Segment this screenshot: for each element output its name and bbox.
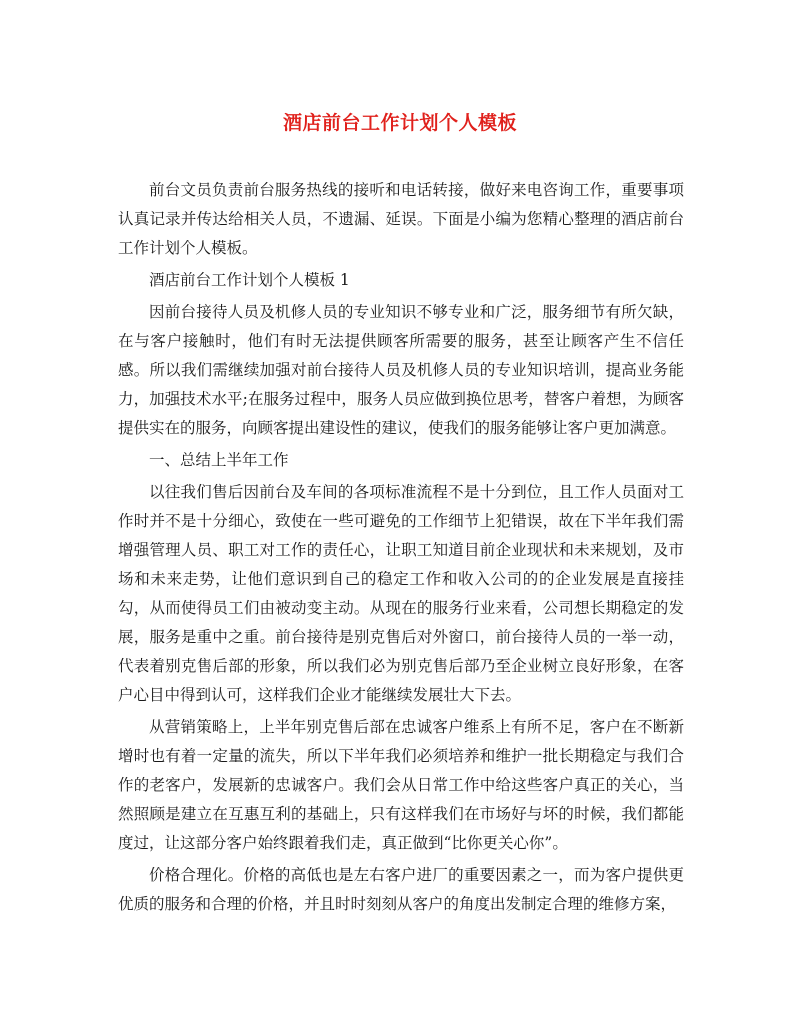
document-body — [118, 176, 684, 922]
paragraph-training: 因前台接待人员及机修人员的专业知识不够专业和广泛，服务细节有所欠缺，在与客户接触时，他们有时无法提供顾客所需要的服务，甚至让顾客产生不信任感。所以我们需继续加强对前台接待人员及机修人员的专业知识培训，提高业务能力，加强技术水平;在服务过程中，服务人员应做到换位思考，替客户着想，为顾客提供实在的服务，向顾客提出建设性的建议，使我们的服务能够让客户更加满意。 — [118, 303, 684, 437]
paragraph-summary: 以往我们售后因前台及车间的各项标准流程不是十分到位，且工作人员面对工作时并不是十分细心，致使在一些可避免的工作细节上犯错误，故在下半年我们需增强管理人员、职工对工作的责任心，让职工知道目前企业现状和未来规划，及市场和未来走势，让他们意识到自己的稳定工作和收入公司的的企业发展是直接挂勾，从而使得员工们由被动变主动。从现在的服务行业来看，公司想长期稳定的发展，服务是重中之重。前台接待是别克售后对外窗口，前台接待人员的一举一动，代表着别克售后部的形象，所以我们必为别克售后部乃至企业树立良好形象，在客户心目中得到认可，这样我们企业才能继续发展壮大下去。 — [118, 483, 684, 704]
paragraph-marketing: 从营销策略上，上半年别克售后部在忠诚客户维系上有所不足，客户在不断新增时也有着一定量的流失，所以下半年我们必须培养和维护一批长期稳定与我们合作的老客户，发展新的忠诚客户。我们会从日常工作中给这些客户真正的关心，当然照顾是建立在互惠互利的基础上，只有这样我们在市场好与坏的时候，我们都能度过，让这部分客户始终跟着我们走，真正做到“比你更关心你”。 — [118, 718, 684, 852]
document-title: 酒店前台工作计划个人模板 — [282, 112, 517, 134]
paragraph-intro: 前台文员负责前台服务热线的接听和电话转接，做好来电咨询工作，重要事项认真记录并传达给相关人员，不遗漏、延误。下面是小编为您精心整理的酒店前台工作计划个人模板。 — [118, 181, 684, 257]
paragraph-pricing: 价格合理化。价格的高低也是左右客户进厂的重要因素之一，而为客户提供更优质的服务和合理的价格，并且时时刻刻从客户的角度出发制定合理的维修方案， — [118, 866, 684, 913]
paragraph-section-heading: 一、总结上半年工作 — [149, 451, 289, 469]
paragraph-template-heading: 酒店前台工作计划个人模板 1 — [149, 271, 350, 289]
